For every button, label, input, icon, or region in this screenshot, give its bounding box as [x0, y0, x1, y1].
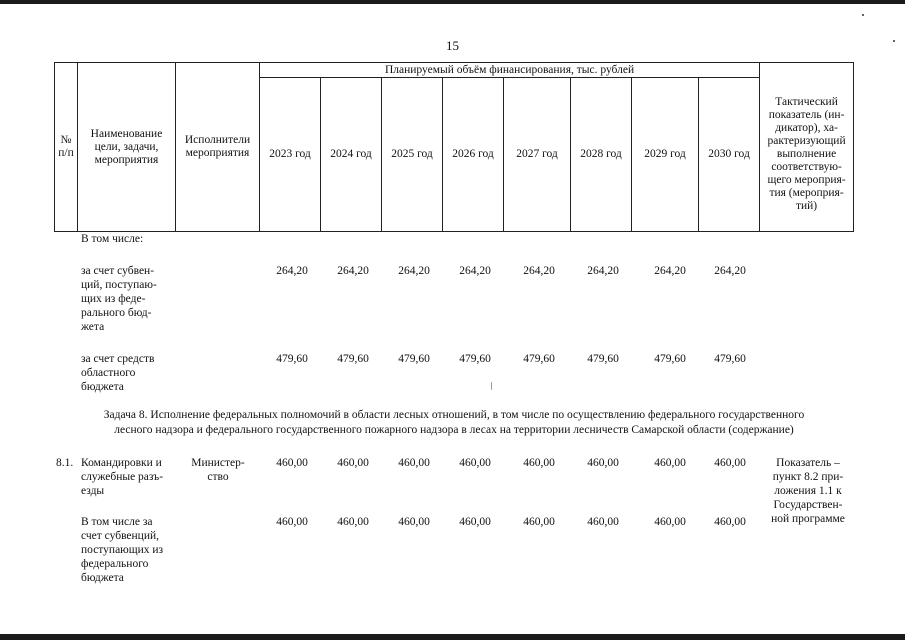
value-cell: 460,00	[276, 516, 308, 528]
value-cell: 460,00	[523, 516, 555, 528]
value-cell: 479,60	[587, 353, 619, 365]
value-cell: 479,60	[523, 353, 555, 365]
header-year: 2023 год	[260, 78, 321, 232]
value-cell: 460,00	[654, 516, 686, 528]
item-8-1-indicator: Показатель – пункт 8.2 при- ложения 1.1 к Государствен- ной программе	[771, 457, 845, 525]
value-cell: 460,00	[276, 457, 308, 469]
value-cell: 264,20	[459, 265, 491, 277]
item-8-1-label: Командировки и служебные разъ- езды	[81, 457, 164, 497]
item-8-1-executor: Министер- ство	[191, 457, 245, 483]
value-cell: 460,00	[398, 457, 430, 469]
value-cell: 479,60	[398, 353, 430, 365]
header-num: № п/п	[55, 63, 78, 232]
item-8-1-number: 8.1.	[56, 457, 74, 469]
header-year: 2029 год	[632, 78, 699, 232]
row-federal-label: за счет субвен- ций, поступаю- щих из феде- рального бюд- жета	[81, 265, 157, 333]
value-cell: 264,20	[398, 265, 430, 277]
header-year: 2025 год	[382, 78, 443, 232]
value-cell: 479,60	[459, 353, 491, 365]
scan-speck	[862, 14, 864, 16]
header-executors: Исполнители мероприятия	[176, 63, 260, 232]
header-year: 2024 год	[321, 78, 382, 232]
value-cell: 264,20	[654, 265, 686, 277]
header-year: 2026 год	[443, 78, 504, 232]
value-cell: 460,00	[523, 457, 555, 469]
value-cell: 460,00	[398, 516, 430, 528]
value-cell: 460,00	[587, 516, 619, 528]
table-header	[54, 62, 854, 232]
value-cell: 460,00	[337, 516, 369, 528]
scan-mark	[491, 382, 492, 390]
header-name: Наименование цели, задачи, мероприятия	[78, 63, 176, 232]
value-cell: 479,60	[276, 353, 308, 365]
header-planned-funding: Планируемый объём финансирования, тыс. рублей	[260, 63, 760, 78]
value-cell: 264,20	[337, 265, 369, 277]
value-cell: 479,60	[714, 353, 746, 365]
value-cell: 460,00	[714, 516, 746, 528]
value-cell: 264,20	[714, 265, 746, 277]
value-cell: 460,00	[337, 457, 369, 469]
value-cell: 460,00	[714, 457, 746, 469]
header-year: 2027 год	[504, 78, 571, 232]
header-year: 2028 год	[571, 78, 632, 232]
scan-bottom-edge	[0, 634, 905, 640]
header-indicator: Тактический показатель (ин- дикатор), ха- рактеризующий выполнение соответствую- щего мероприя- тия (мероприя- тий)	[760, 78, 854, 232]
value-cell: 264,20	[276, 265, 308, 277]
value-cell: 460,00	[459, 516, 491, 528]
value-cell: 264,20	[587, 265, 619, 277]
item-8-1-sub-label: В том числе за счет субвенций, поступающих из федерального бюджета	[81, 516, 164, 584]
value-cell: 460,00	[654, 457, 686, 469]
value-cell: 479,60	[654, 353, 686, 365]
value-cell: 479,60	[337, 353, 369, 365]
task-8-title: Задача 8. Исполнение федеральных полномочий в области лесных отношений, в том числе по осуществлению федерального государственного лесного надзора и федерального государственного пожарного надзора в лесах на территории лесничеств Самарской области (содержание)	[103, 409, 805, 436]
scan-top-edge	[0, 0, 905, 4]
header-year: 2030 год	[699, 78, 760, 232]
page-number: 15	[446, 38, 459, 53]
row-including-label: В том числе:	[81, 233, 144, 245]
value-cell: 460,00	[459, 457, 491, 469]
header-indicator-top	[760, 63, 854, 78]
value-cell: 264,20	[523, 265, 555, 277]
row-regional-label: за счет средств областного бюджета	[81, 353, 155, 393]
value-cell: 460,00	[587, 457, 619, 469]
